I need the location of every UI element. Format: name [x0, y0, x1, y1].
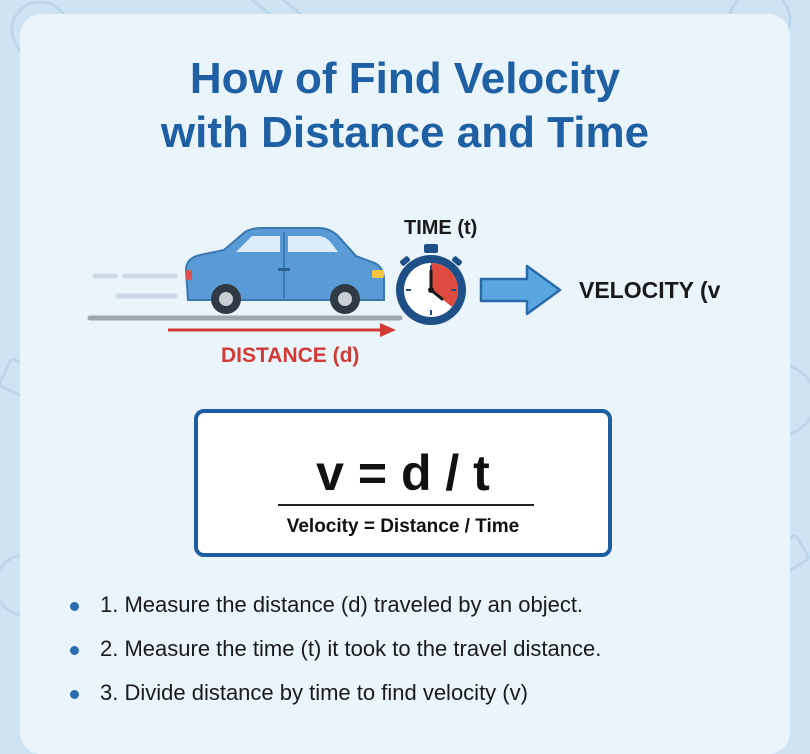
- stopwatch-icon: [396, 244, 466, 325]
- bullet-icon: [70, 602, 79, 611]
- time-label: TIME (t): [404, 217, 478, 239]
- distance-arrow: [168, 323, 396, 337]
- formula-divider: [278, 504, 534, 506]
- bullet-icon: [70, 690, 79, 699]
- car-icon: [186, 228, 384, 314]
- step-text: 3. Divide distance by time to find velocity (v): [100, 680, 528, 705]
- step-text: 2. Measure the time (t) it took to the travel distance.: [100, 636, 602, 661]
- formula-box: [194, 409, 612, 557]
- distance-label: DISTANCE (d): [221, 344, 360, 367]
- velocity-label: VELOCITY (v: [579, 277, 721, 303]
- step-text: 1. Measure the distance (d) traveled by an object.: [100, 592, 584, 617]
- arrow-right-icon: [481, 266, 560, 314]
- title-line-1: How of Find Velocity: [189, 54, 621, 103]
- formula-main: v = d / t: [316, 445, 490, 501]
- title-line-2: with Distance and Time: [160, 108, 650, 157]
- bullet-icon: [70, 646, 79, 655]
- formula-subtitle: Velocity = Distance / Time: [286, 516, 520, 537]
- motion-lines: [95, 276, 175, 296]
